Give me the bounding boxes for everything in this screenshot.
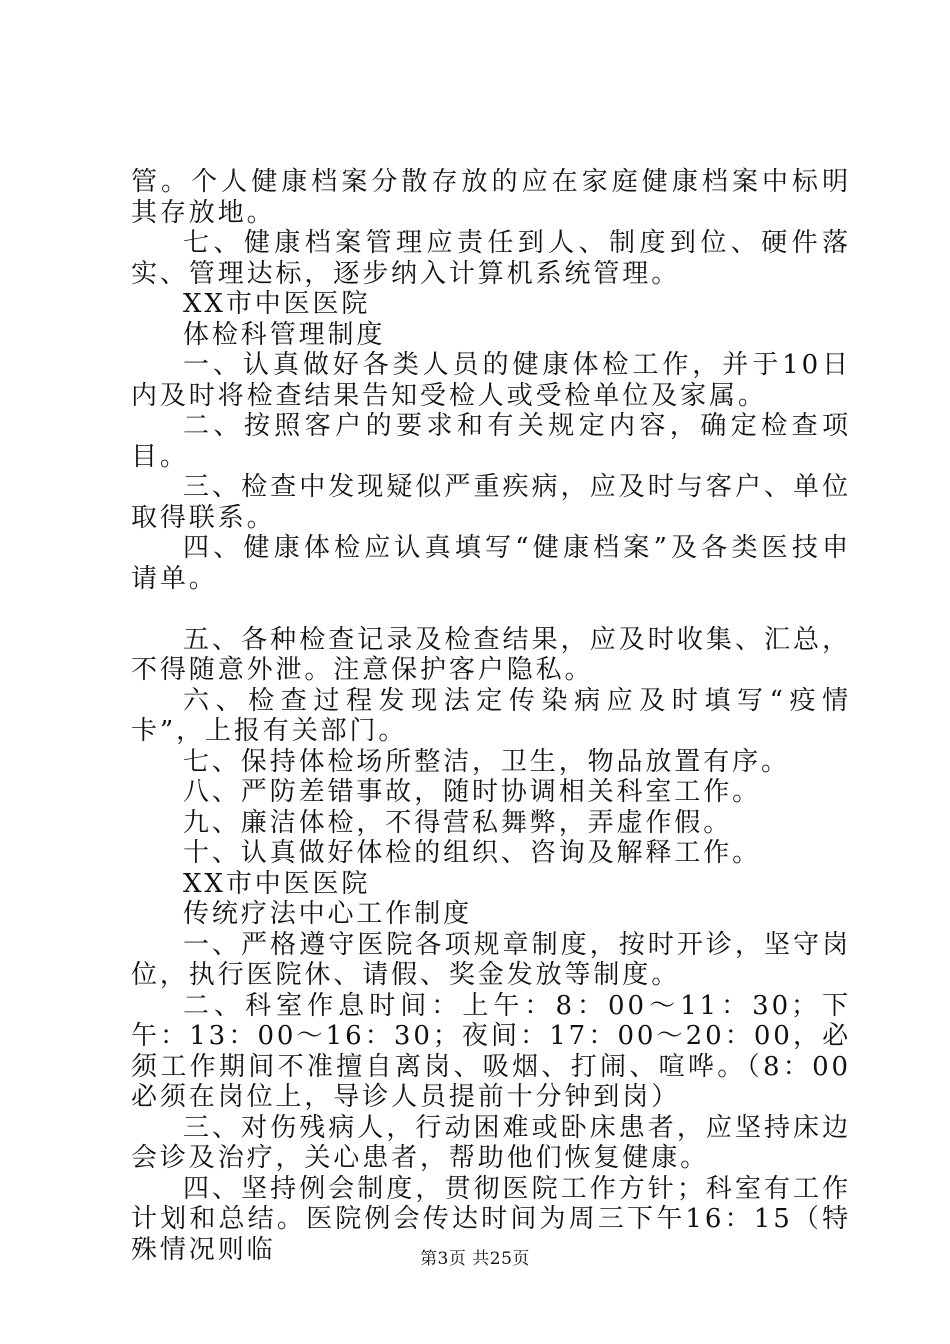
document-body [131,167,851,1265]
paragraph: 七、健康档案管理应责任到人、制度到位、硬件落实、管理达标，逐步纳入计算机系统管理。 [131,228,851,289]
paragraph: 九、廉洁体检，不得营私舞弊，弄虚作假。 [183,807,733,838]
paragraph: 四、健康体检应认真填写“健康档案”及各类医技申请单。 [131,533,851,594]
paragraph: 一、认真做好各类人员的健康体检工作，并于10日内及时将检查结果告知受检人或受检单位及家属。 [131,350,851,411]
paragraph: 四、坚持例会制度，贯彻医院工作方针；科室有工作计划和总结。医院例会传达时间为周三下午16：15（特殊情况则临 [131,1173,851,1265]
paragraph: 六、检查过程发现法定传染病应及时填写“疫情卡”，上报有关部门。 [131,685,851,746]
paragraph: 一、严格遵守医院各项规章制度，按时开诊，坚守岗位，执行医院休、请假、奖金发放等制度。 [131,929,851,990]
paragraph: 五、各种检查记录及检查结果，应及时收集、汇总，不得随意外泄。注意保护客户隐私。 [131,624,851,685]
paragraph: 十、认真做好体检的组织、咨询及解释工作。 [183,838,762,868]
paragraph: 体检科管理制度 [183,319,386,350]
paragraph: XX市中医医院 [183,289,371,319]
paragraph: 二、科室作息时间：上午：8：00～11：30；下午：13：00～16：30；夜间：17：00～20：00，必须工作期间不准擅自离岗、吸烟、打闹、喧哗。（8：00必须在岗位上，导诊人员提前十分钟到岗） [131,990,851,1112]
page-footer: 第3页 共25页 [420,1249,530,1269]
paragraph: 二、按照客户的要求和有关规定内容，确定检查项目。 [131,411,851,472]
paragraph: 传统疗法中心工作制度 [183,899,473,929]
paragraph: 七、保持体检场所整洁，卫生，物品放置有序。 [183,746,790,777]
paragraph: 三、对伤残病人，行动困难或卧床患者，应坚持床边会诊及治疗，关心患者，帮助他们恢复健康。 [131,1112,851,1173]
paragraph: 八、严防差错事故，随时协调相关科室工作。 [183,777,762,807]
paragraph: 三、检查中发现疑似严重疾病，应及时与客户、单位取得联系。 [131,472,851,533]
paragraph: 管。个人健康档案分散存放的应在家庭健康档案中标明其存放地。 [131,167,851,228]
paragraph: XX市中医医院 [183,868,371,899]
